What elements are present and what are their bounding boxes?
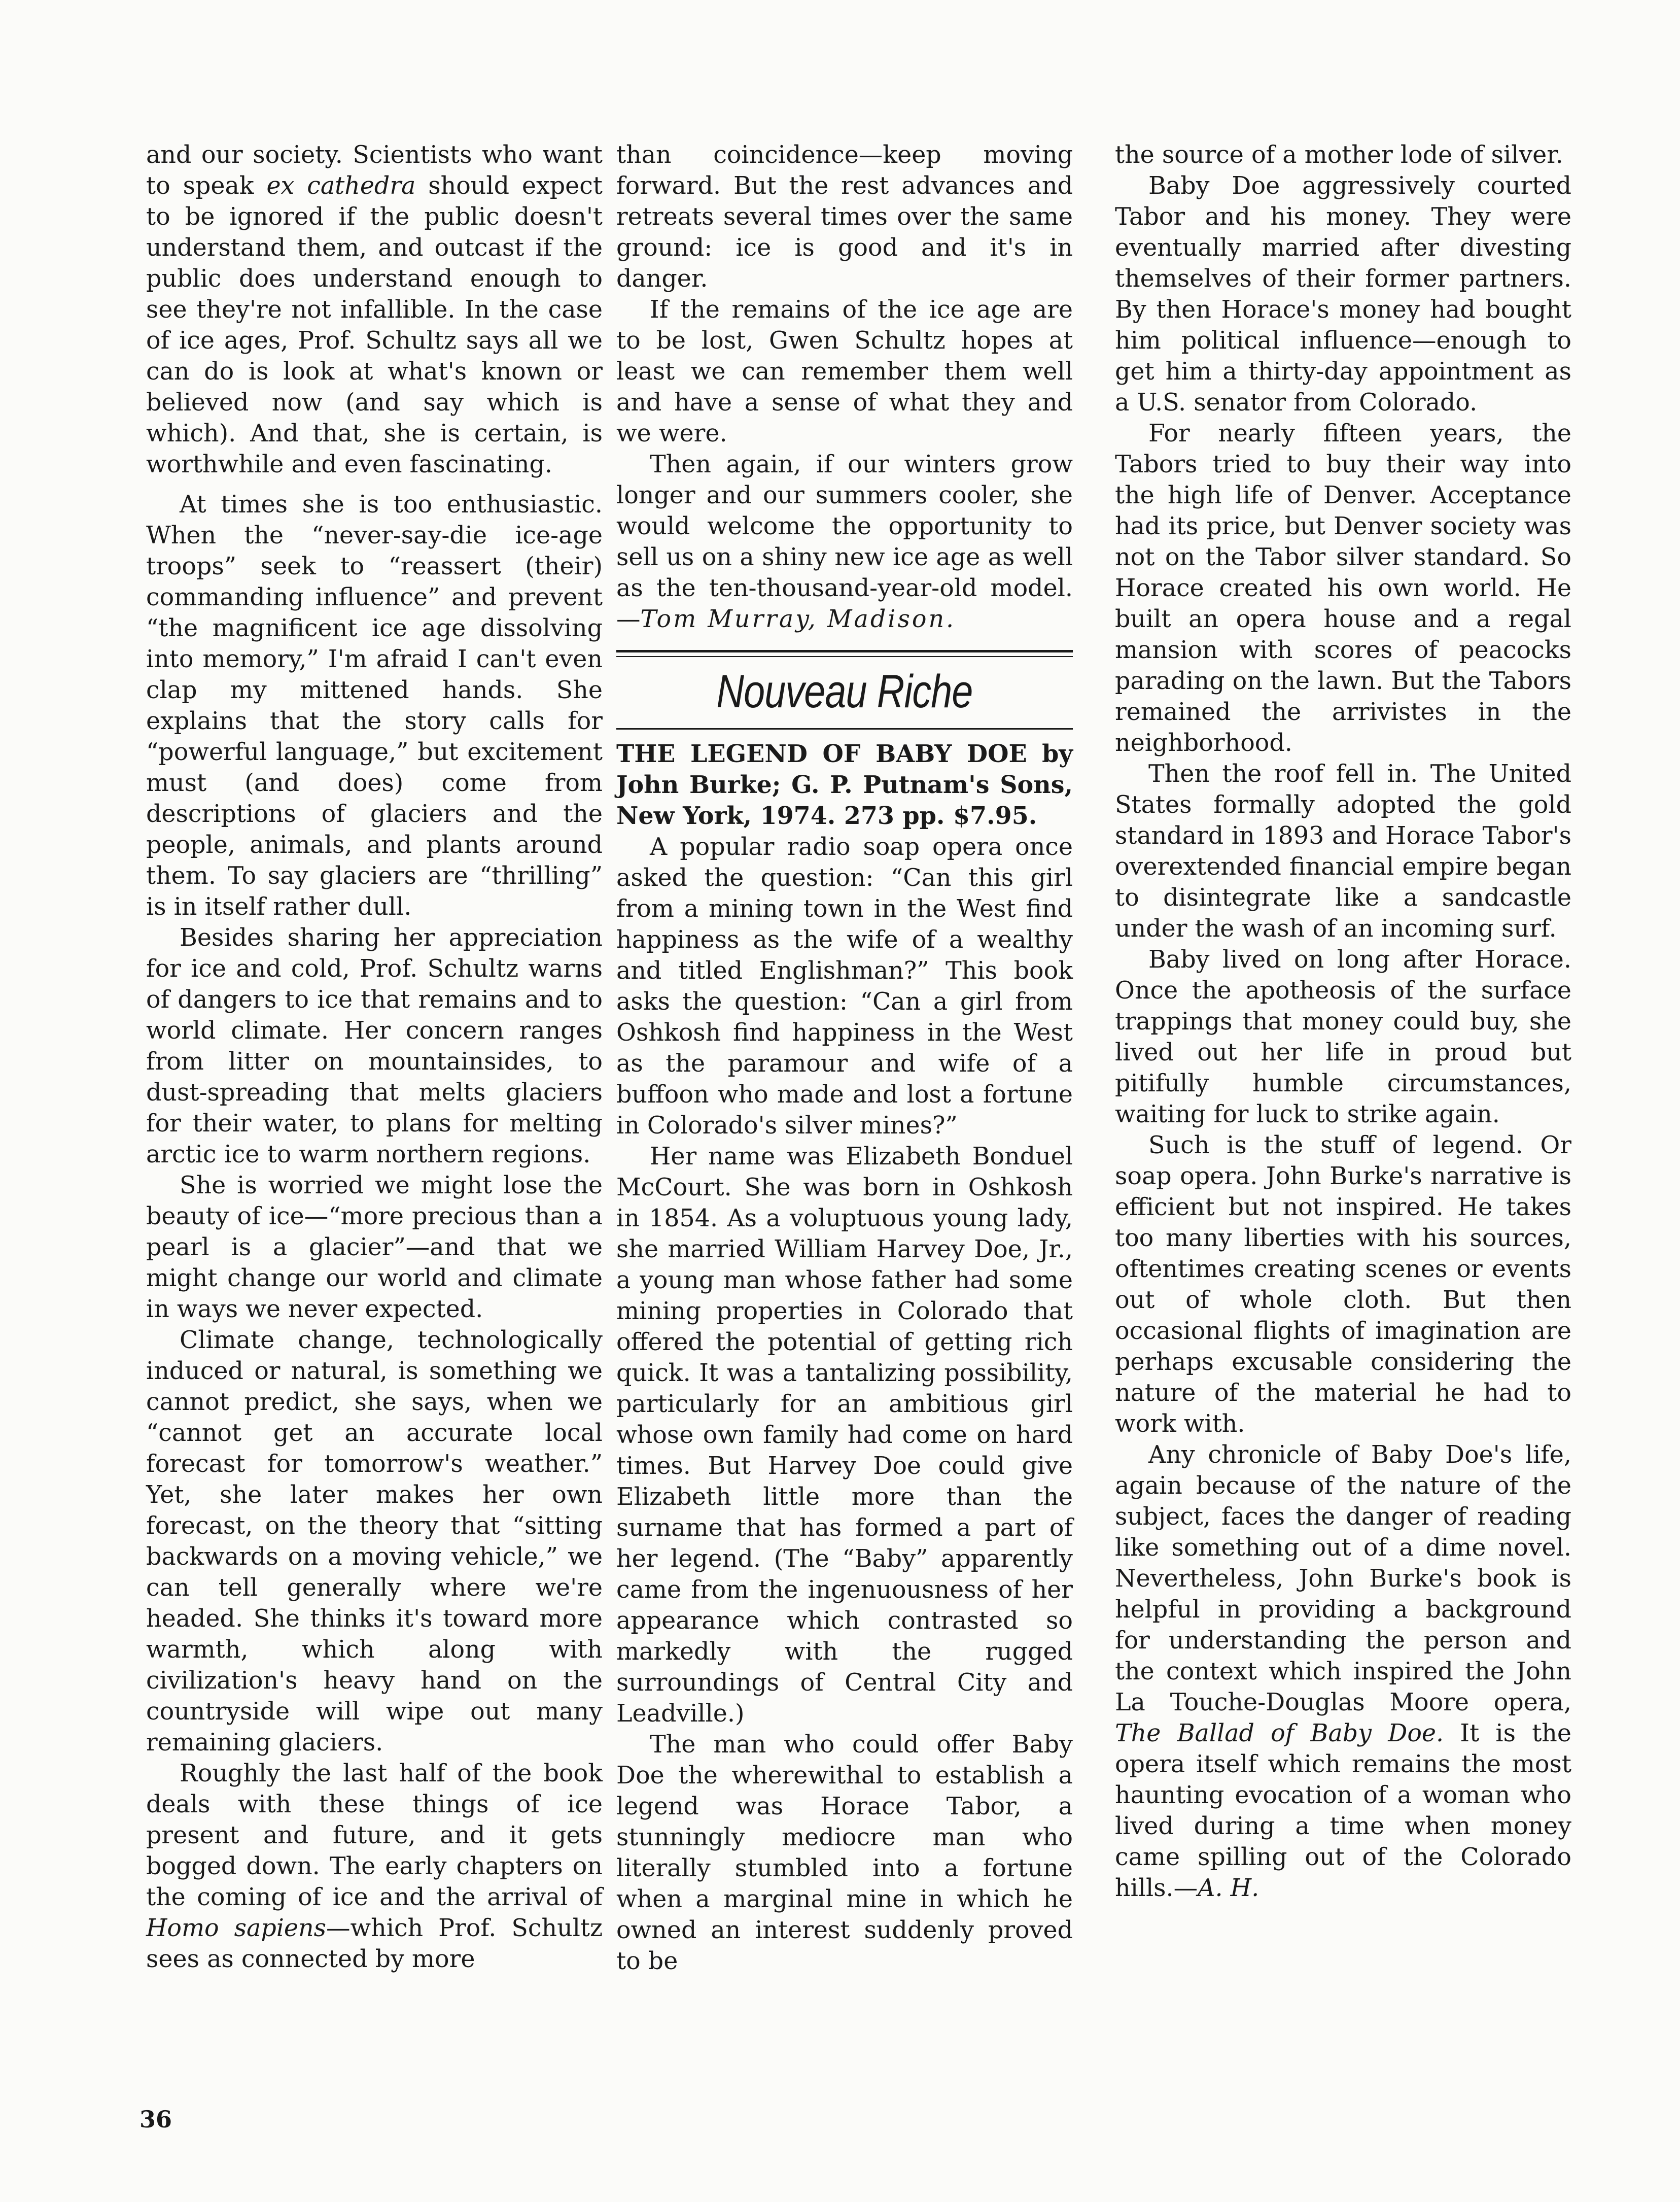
section-divider: [616, 650, 1073, 657]
paragraph: At times she is too enthusiastic. When the “never-say-die ice-age troops” seek to “reassert (their) commanding influence” and prevent “the magnificent ice age dissolving into memory,” I'm afraid I can't even clap my mittened hands. She explains that the story calls for “powerful language,” but excitement must (and does) come from descriptions of glaciers and the people, animals, and plants around them. To say glaciers are “thrilling” is in itself rather dull.: [146, 491, 603, 921]
section-divider-thin: [616, 728, 1073, 730]
paragraph: than coincidence—keep moving forward. But the rest advances and retreats several times over the same ground: ice is good and it's in danger.: [616, 141, 1073, 293]
book-heading: THE LEGEND OF BABY DOE by John Burke; G. P. Putnam's Sons, New York, 1974. 273 pp. $7.95.: [616, 740, 1073, 830]
paragraph: If the remains of the ice age are to be lost, Gwen Schultz hopes at least we can remember them well and have a sense of what they and we were.: [616, 296, 1073, 448]
review-signature: Tom Murray, Madison.: [640, 605, 956, 633]
paragraph: Baby lived on long after Horace. Once the apotheosis of the surface trappings that money could buy, she lived out her life in proud but pitifully humble circumstances, waiting for luck to strike again.: [1115, 946, 1571, 1128]
paragraph: the source of a mother lode of silver.: [1115, 141, 1563, 169]
page-number: 36: [139, 2106, 172, 2133]
paragraph: Her name was Elizabeth Bonduel McCourt. She was born in Oshkosh in 1854. As a voluptuous young lady, she married William Harvey Doe, Jr., a young man whose father had some mining properties in Colorado that offered the potential of getting rich quick. It was a tantalizing possibility, particularly for an ambitious girl whose own family had come on hard times. But Harvey Doe could give Elizabeth little more than the surname that has formed a part of her legend. (The “Baby” apparently came from the ingenuousness of her appearance which contrasted so markedly with the rugged surroundings of Central City and Leadville.): [616, 1143, 1073, 1728]
paragraph: For nearly fifteen years, the Tabors tried to buy their way into the high life of Denver. Acceptance had its price, but Denver society was not on the Tabor silver standard. So Horace created his own world. He built an opera house and a regal mansion with scores of peacocks parading on the lawn. But the Tabors remained the arrivistes in the neighborhood.: [1115, 420, 1571, 757]
paragraph: Any chronicle of Baby Doe's life, again because of the nature of the subject, faces the danger of reading like something out of a dime novel. Nevertheless, John Burke's book is helpful in providing a background for understanding the person and the context which inspired the John La Touche-Douglas Moore opera, The Ballad of Baby Doe. It is the opera itself which remains the most haunting evocation of a woman who lived during a time when money came spilling out of the Colorado hills.—A. H.: [1115, 1441, 1571, 1902]
column-3: [1115, 140, 1571, 1904]
paragraph: and our society. Scientists who want to speak ex cathedra should expect to be ignored if the public doesn't understand them, and outcast if the public does understand enough to see they're not infallible. In the case of ice ages, Prof. Schultz says all we can do is look at what's known or believed now (and say which is which). And that, she is certain, is worthwhile and even fascinating.: [146, 141, 603, 478]
italic-title: The Ballad of Baby Doe.: [1115, 1719, 1444, 1747]
paragraph: Climate change, technologically induced or natural, is something we cannot predict, she says, when we “cannot get an accurate local forecast for tomorrow's weather.” Yet, she later makes her own forecast, on the theory that “sitting backwards on a moving vehicle,” we can tell generally where we're headed. She thinks it's toward more warmth, which along with civilization's heavy hand on the countryside will wipe out many remaining glaciers.: [146, 1326, 603, 1757]
paragraph: A popular radio soap opera once asked the question: “Can this girl from a mining town in the West find happiness as the wife of a wealthy and titled Englishman?” This book asks the question: “Can a girl from Oshkosh find happiness in the West as the paramour and wife of a buffoon who made and lost a fortune in Colorado's silver mines?”: [616, 833, 1073, 1140]
column-1: [146, 140, 603, 1975]
paragraph: Such is the stuff of legend. Or soap opera. John Burke's narrative is efficient but not inspired. He takes too many liberties with his sources, oftentimes creating scenes or events out of whole cloth. But then occasional flights of imagination are perhaps excusable considering the nature of the material he had to work with.: [1115, 1131, 1571, 1438]
paragraph: The man who could offer Baby Doe the wherewithal to establish a legend was Horace Tabor, a stunningly mediocre man who literally stumbled into a fortune when a marginal mine in which he owned an interest suddenly proved to be: [616, 1731, 1073, 1975]
section-title: Nouveau Riche: [716, 666, 973, 717]
paragraph: Besides sharing her appreciation for ice and cold, Prof. Schultz warns of dangers to ice that remains and to world climate. Her concern ranges from litter on mountainsides, to dust-spreading that melts glaciers for their water, to plans for melting arctic ice to warm northern regions.: [146, 924, 603, 1168]
italic-phrase: Homo sapiens: [146, 1914, 327, 1942]
paragraph: She is worried we might lose the beauty of ice—“more precious than a pearl is a glacier”—and that we might change our world and climate in ways we never expected.: [146, 1172, 603, 1323]
italic-phrase: ex cathedra: [266, 172, 416, 200]
paragraph: Roughly the last half of the book deals with these things of ice present and future, and it gets bogged down. The early chapters on the coming of ice and the arrival of Homo sapiens—which Prof. Schultz sees as connected by more: [146, 1760, 603, 1973]
paragraph: Then again, if our winters grow longer and our summers cooler, she would welcome the opportunity to sell us on a shiny new ice age as well as the ten-thousand-year-old model.—Tom Murray, Madison.: [616, 451, 1073, 633]
column-2: [616, 140, 1073, 1977]
paragraph: Baby Doe aggressively courted Tabor and his money. They were eventually married after divesting themselves of their former partners. By then Horace's money had bought him political influence—enough to get him a thirty-day appointment as a U.S. senator from Colorado.: [1115, 172, 1571, 417]
paragraph: Then the roof fell in. The United States formally adopted the gold standard in 1893 and Horace Tabor's overextended financial empire began to disintegrate like a sandcastle under the wash of an incoming surf.: [1115, 760, 1571, 943]
review-signature: A. H.: [1198, 1874, 1259, 1902]
